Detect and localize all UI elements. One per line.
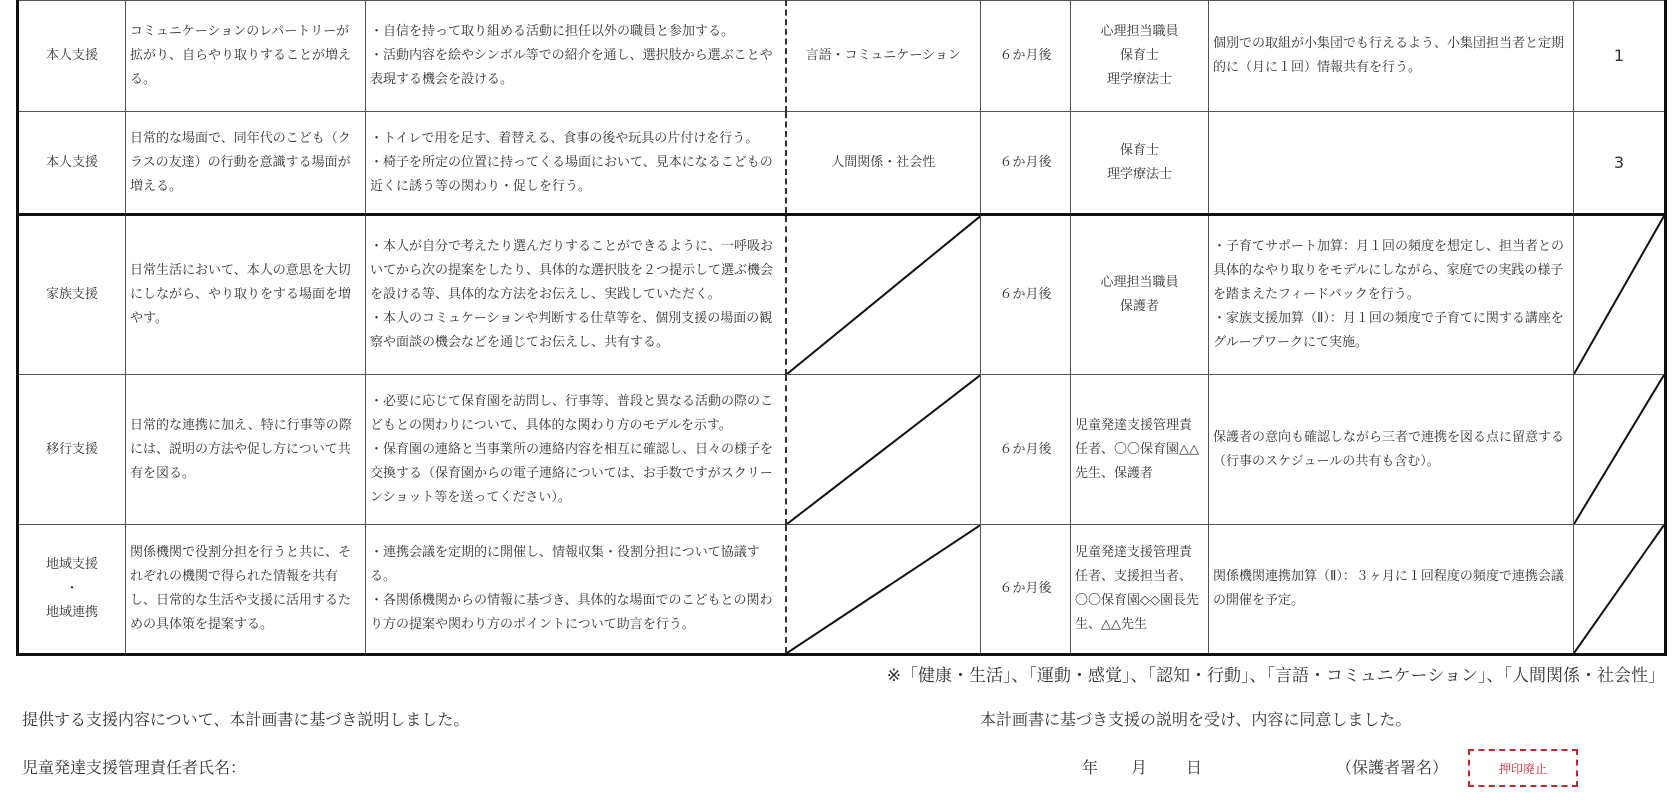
domain-footnote: ※「健康・生活」、「運動・感覚」、「認知・行動」、「言語・コミュニケーション」、「人間関係・社会性」 [886,666,1665,686]
support-domain: 人間関係・社会性 [786,112,981,215]
stamp-abolished-box: 押印廃止 [1468,749,1578,787]
support-period: ６か月後 [981,375,1071,525]
support-goal: コミュニケーションのレパートリーが拡がり、自らやり取りすることが増える。 [126,1,366,112]
support-period: ６か月後 [981,215,1071,375]
support-content: ・本人が自分で考えたり選んだりすることができるように、一呼吸おいてから次の提案をしたり、具体的な選択肢を２つ提示して選ぶ機会を設ける等、具体的な方法をお伝えし、実践していただく。 ・本人のコミュケーションや判断する仕草等を、個別支援の場面の観察や面談の機会などを通じてお伝えし、共有する。 [366,215,786,375]
domain-crossed-out [786,525,981,655]
table-row [18,215,1666,375]
date-month-label: 月 [1131,758,1148,777]
support-period: ６か月後 [981,1,1071,112]
support-category: 本人支援 [18,1,126,112]
support-category: 家族支援 [18,215,126,375]
table-row [18,1,1666,112]
support-content: ・連携会議を定期的に開催し、情報収集・役割分担について協議する。 ・各関係機関からの情報に基づき、具体的な場面でのこどもとの関わり方の提案や関わり方のポイントについて助言を行う。 [366,525,786,655]
priority-crossed-out [1574,375,1666,525]
support-goal: 日常的な場面で、同年代のこども（クラスの友達）の行動を意識する場面が増える。 [126,112,366,215]
support-notes [1209,112,1574,215]
support-period: ６か月後 [981,112,1071,215]
support-content: ・必要に応じて保育園を訪問し、行事等、普段と異なる活動の際のこどもとの関わりについて、具体的な関わり方のモデルを示す。 ・保育園の連絡と当事業所の連絡内容を相互に確認し、日々の様子を交換する（保育園からの電子連絡については、お手数ですがスクリーンショット等を送ってください）。 [366,375,786,525]
date-day-label: 日 [1186,758,1203,777]
support-notes: 個別での取組が小集団でも行えるよう、小集団担当者と定期的に（月に１回）情報共有を行う。 [1209,1,1574,112]
support-priority: 3 [1574,112,1666,215]
table-row [18,112,1666,215]
domain-crossed-out [786,375,981,525]
support-staff: 心理担当職員 保護者 [1071,215,1209,375]
support-period: ６か月後 [981,525,1071,655]
support-staff: 児童発達支援管理責任者、支援担当者、〇〇保育園◇◇園長先生、△△先生 [1071,525,1209,655]
domain-crossed-out [786,215,981,375]
support-domain: 言語・コミュニケーション [786,1,981,112]
agreed-statement: 本計画書に基づき支援の説明を受け、内容に同意しました。 [980,710,1412,729]
guardian-signature-label: （保護者署名） [1336,758,1449,777]
support-category: 移行支援 [18,375,126,525]
support-goal: 日常的な連携に加え、特に行事等の際には、説明の方法や促し方について共有を図る。 [126,375,366,525]
support-category: 本人支援 [18,112,126,215]
support-plan-table [16,0,1667,656]
date-year-label: 年 [1082,758,1099,777]
support-staff: 心理担当職員 保育士 理学療法士 [1071,1,1209,112]
support-goal: 日常生活において、本人の意思を大切にしながら、やり取りをする場面を増やす。 [126,215,366,375]
support-category: 地域支援 ・ 地域連携 [18,525,126,655]
explained-statement: 提供する支援内容について、本計画書に基づき説明しました。 [22,710,470,729]
table-row [18,525,1666,655]
support-content: ・自信を持って取り組める活動に担任以外の職員と参加する。 ・活動内容を絵やシンボル等での紹介を通し、選択肢から選ぶことや表現する機会を設ける。 [366,1,786,112]
support-staff: 保育士 理学療法士 [1071,112,1209,215]
support-staff: 児童発達支援管理責任者、〇〇保育園△△先生、保護者 [1071,375,1209,525]
priority-crossed-out [1574,215,1666,375]
support-notes: 保護者の意向も確認しながら三者で連携を図る点に留意する（行事のスケジュールの共有も含む）。 [1209,375,1574,525]
support-goal: 関係機関で役割分担を行うと共に、それぞれの機関で得られた情報を共有し、日常的な生活や支援に活用するための具体策を提案する。 [126,525,366,655]
support-content: ・トイレで用を足す、着替える、食事の後や玩具の片付けを行う。 ・椅子を所定の位置に持ってくる場面において、見本になるこどもの近くに誘う等の関わり・促しを行う。 [366,112,786,215]
priority-crossed-out [1574,525,1666,655]
support-notes: ・子育てサポート加算：月１回の頻度を想定し、担当者との具体的なやり取りをモデルにしながら、家庭での実践の様子を踏まえたフィードバックを行う。 ・家族支援加算（Ⅱ）：月１回の頻度で子育てに関する講座をグループワークにて実施。 [1209,215,1574,375]
support-priority: 1 [1574,1,1666,112]
table-row [18,375,1666,525]
support-notes: 関係機関連携加算（Ⅱ）：３ヶ月に１回程度の頻度で連携会議の開催を予定。 [1209,525,1574,655]
manager-name-label: 児童発達支援管理責任者氏名： [22,758,247,777]
